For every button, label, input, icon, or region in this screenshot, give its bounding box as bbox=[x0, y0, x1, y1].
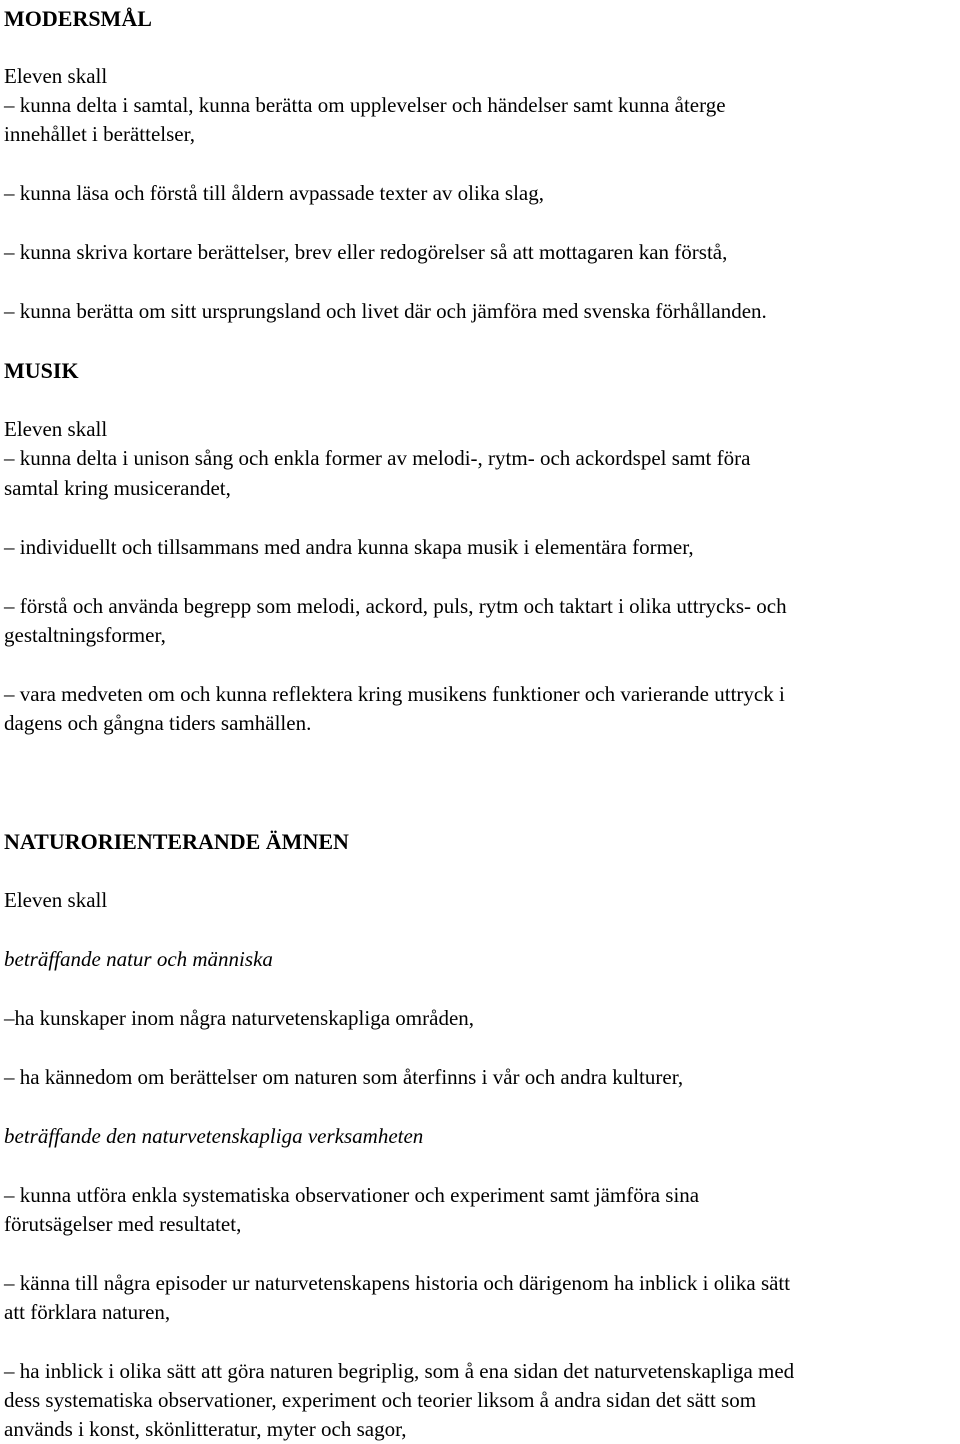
musik-item-1-cont: samtal kring musicerandet, bbox=[4, 476, 231, 500]
modersmal-item-2: – kunna läsa och förstå till åldern avpassade texter av olika slag, bbox=[4, 181, 544, 205]
musik-item-4: – vara medveten om och kunna reflektera kring musikens funktioner och varierande uttryck i bbox=[4, 682, 785, 706]
musik-item-2: – individuellt och tillsammans med andra kunna skapa musik i elementära former, bbox=[4, 535, 694, 559]
section-heading-no: NATURORIENTERANDE ÄMNEN bbox=[4, 829, 349, 854]
no-item-2: – ha kännedom om berättelser om naturen som återfinns i vår och andra kulturer, bbox=[4, 1065, 684, 1089]
section-intro-musik: Eleven skall bbox=[4, 417, 108, 441]
section-intro-no: Eleven skall bbox=[4, 888, 108, 912]
modersmal-item-1: – kunna delta i samtal, kunna berätta om upplevelser och händelser samt kunna återge bbox=[4, 93, 726, 117]
no-subheading-1: beträffande natur och människa bbox=[4, 947, 273, 971]
no-item-5-cont-2: används i konst, skönlitteratur, myter och sagor, bbox=[4, 1417, 407, 1441]
modersmal-item-3: – kunna skriva kortare berättelser, brev eller redogörelser så att mottagaren kan förstå, bbox=[4, 240, 728, 264]
section-heading-musik: MUSIK bbox=[4, 358, 79, 383]
musik-item-3: – förstå och använda begrepp som melodi, ackord, puls, rytm och taktart i olika uttrycks- och bbox=[4, 594, 787, 618]
musik-item-3-cont: gestaltningsformer, bbox=[4, 623, 166, 647]
musik-item-1: – kunna delta i unison sång och enkla former av melodi-, rytm- och ackordspel samt föra bbox=[4, 446, 751, 470]
no-item-5: – ha inblick i olika sätt att göra naturen begriplig, som å ena sidan det naturvetenskapliga med bbox=[4, 1359, 795, 1383]
section-intro-modersmal: Eleven skall bbox=[4, 64, 108, 88]
musik-item-4-cont: dagens och gångna tiders samhällen. bbox=[4, 711, 312, 735]
no-subheading-2: beträffande den naturvetenskapliga verksamheten bbox=[4, 1124, 424, 1148]
no-item-5-cont-1: dess systematiska observationer, experiment och teorier liksom å andra sidan det sätt som bbox=[4, 1388, 757, 1412]
no-item-4: – känna till några episoder ur naturvetenskapens historia och därigenom ha inblick i olika sätt bbox=[4, 1271, 791, 1295]
modersmal-item-4: – kunna berätta om sitt ursprungsland och livet där och jämföra med svenska förhållanden. bbox=[4, 299, 767, 323]
section-heading-modersmal: MODERSMÅL bbox=[4, 6, 152, 31]
modersmal-item-1-cont: innehållet i berättelser, bbox=[4, 122, 195, 146]
no-item-3-cont: förutsägelser med resultatet, bbox=[4, 1212, 242, 1236]
no-item-3: – kunna utföra enkla systematiska observationer och experiment samt jämföra sina bbox=[4, 1183, 700, 1207]
no-item-4-cont: att förklara naturen, bbox=[4, 1300, 171, 1324]
no-item-1: –ha kunskaper inom några naturvetenskapliga områden, bbox=[4, 1006, 475, 1030]
